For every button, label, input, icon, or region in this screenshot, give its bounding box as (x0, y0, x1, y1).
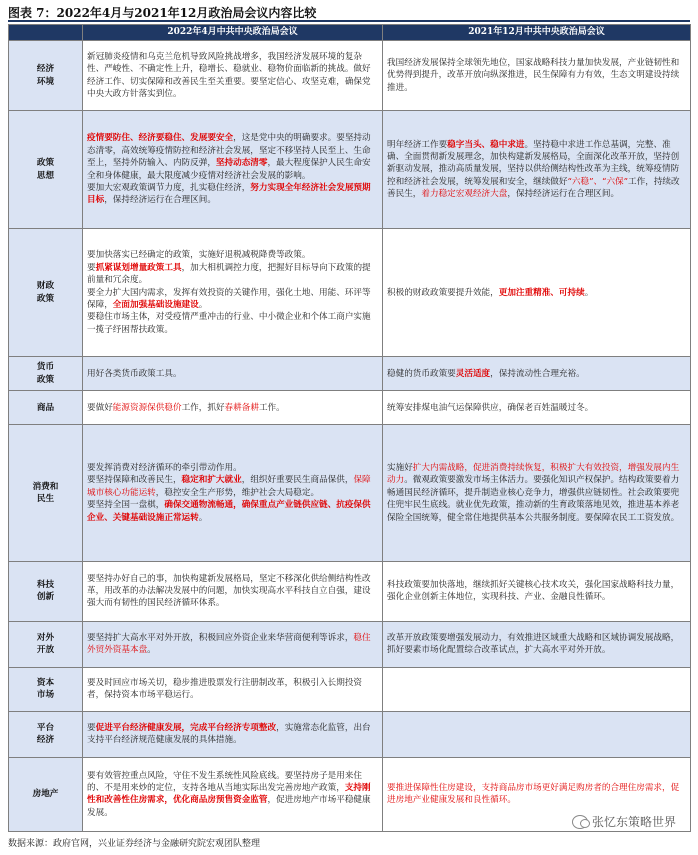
cell-paragraph (387, 57, 686, 94)
text-run: 要 (87, 262, 96, 273)
row-category: 商品 (9, 391, 83, 425)
text-run: 明年经济工作要 (387, 139, 448, 150)
text-run: 更加注重精准、可持续 (498, 287, 585, 298)
text-run: 。坚持稳中求进工作总基调，完整、准确、全面贯彻新发展理念，加快构建新发展格局，全面深化改革开放，坚持创新驱动发展，推动高质量发展，坚持以供给侧结构性改革为主线，统筹疫情防控和经济社会发展，统筹发展和安全，继续做好 (387, 139, 680, 187)
text-run: 我国经济发展保持全球领先地位，国家战略科技力量加快发展，产业链韧性和优势得到提升，改革开放向纵深推进，民生保障有力有效，生态文明建设持续推进。 (387, 57, 680, 93)
cell-apr-2022 (83, 391, 383, 425)
cell-dec-2021 (383, 561, 691, 621)
text-run: ，加大相机调控力度，把握好目标导向下政策的提前量和冗余度。 (87, 262, 371, 286)
table-row (9, 111, 691, 229)
cell-paragraph (87, 368, 378, 380)
text-run: 要及时回应市场关切，稳步推进股票发行注册制改革，积极引入长期投资者，保持资本市场平稳运行。 (87, 677, 363, 701)
row-category: 政策 思想 (9, 111, 83, 229)
table-row (9, 711, 691, 757)
watermark (572, 813, 676, 831)
text-run: 能源资源保供稳价 (112, 402, 182, 413)
cell-dec-2021 (383, 111, 691, 229)
cell-paragraph (87, 770, 378, 820)
cell-paragraph (387, 139, 686, 201)
text-run: ，保持流动性合理充裕。 (490, 368, 585, 379)
text-run: 改革开放政策要增强发展动力，有效推进区域重大战略和区域协调发展战略，抓好要素市场化配置综合改革试点，扩大高水平对外开放。 (387, 632, 680, 656)
comparison-table (8, 24, 691, 832)
text-run: 。 (147, 645, 156, 656)
table-row (9, 621, 691, 667)
cell-apr-2022 (83, 757, 383, 831)
cell-paragraph (387, 402, 686, 414)
cell-paragraph (387, 632, 686, 657)
row-category: 货币 政策 (9, 357, 83, 391)
cell-paragraph (87, 249, 378, 261)
text-run: 要加快落实已经确定的政策，实施好退税减税降费等政策。 (87, 250, 311, 261)
text-run: 工作，持续改善民生， (387, 176, 680, 200)
row-category: 财政 政策 (9, 229, 83, 357)
text-run: 要坚持办好自己的事，加快构建新发展格局，坚定不移深化供给侧结构性改革，用改革的办法解决发展中的问题，加快实现高水平科技自立自强，建设强大而有韧性的国民经济循环体系。 (87, 573, 371, 609)
text-run: 积极的财政政策要提升效能， (387, 287, 499, 298)
cell-apr-2022 (83, 667, 383, 711)
text-run: ，保持经济运行在合理区间。 (507, 189, 620, 200)
header-category (9, 25, 83, 41)
text-run: 要推进保障性住房建设，支持商品房市场更好满足购房者的合理住房需求，促进房地产业健康发展和良性循环。 (387, 783, 680, 806)
text-run: 要全力扩大国内需求，发挥有效投资的关键作用，强化土地、用能、环评等保障， (87, 287, 371, 310)
cell-paragraph (87, 262, 378, 287)
text-run: 要坚持扩大高水平对外开放，积极回应外资企业来华营商便利等诉求， (87, 632, 354, 643)
text-run: ，促进房地产市场平稳健康发展。 (87, 795, 371, 818)
text-run: 要 (87, 722, 96, 733)
cell-paragraph (387, 462, 686, 524)
text-run: 稳健的货币政策要 (387, 368, 456, 379)
text-run: 要做好 (87, 402, 113, 413)
cell-paragraph (387, 287, 686, 299)
text-run: 要稳住市场主体，对受疫情严重冲击的行业、中小微企业和个体工商户实施一揽子纾困帮扶政策。 (87, 312, 371, 335)
row-category: 平台 经济 (9, 711, 83, 757)
text-run: 保障城市核心功能运转 (87, 475, 371, 498)
cell-dec-2021 (383, 667, 691, 711)
text-run: ，这是党中央的明确要求。要坚持动态清零，高效统筹疫情防控和经济社会发展，坚定不移坚持人民至上、生命至上，坚持外防输入、内防反弹， (87, 133, 371, 169)
header-apr-2022: 2022年4月中共中央政治局会议 (83, 25, 383, 41)
text-run: 春耕备耕 (224, 402, 259, 413)
header-dec-2021: 2021年12月中共中央政治局会议 (383, 25, 691, 41)
text-run: 要坚持保障和改善民生， (87, 475, 182, 486)
text-run: 抓紧谋划增量政策工具 (95, 262, 182, 273)
cell-apr-2022 (83, 111, 383, 229)
text-run: 用好各类货币政策工具。 (87, 368, 182, 379)
text-run: 稳住外贸外资基本盘 (87, 632, 371, 656)
row-category: 经济 环境 (9, 41, 83, 111)
cell-apr-2022 (83, 357, 383, 391)
cell-apr-2022 (83, 41, 383, 111)
text-run: ，实施常态化监管，出台支持平台经济规范健康发展的具体措施。 (87, 722, 371, 746)
cell-paragraph (387, 368, 686, 380)
source-note: 数据来源：政府官网，兴业证券经济与金融研究院宏观团队整理 (8, 839, 261, 849)
text-run: 着力稳定宏观经济大盘 (421, 189, 508, 200)
text-run: 要发挥消费对经济循环的牵引带动作用。 (87, 463, 242, 473)
cell-paragraph (87, 474, 378, 499)
text-run: 。微观政策要激发市场主体活力。要强化知识产权保护。结构政策要着力畅通国民经济循环，提升制造业核心竞争力，增强供应链韧性。社会政策要兜住兜牢民生底线。就业优先政策，推动新的生育政策落地见效，推进基本养老保险全国统筹，健全常住地提供基本公共服务制度。要保障农民工工资发放。 (387, 475, 680, 523)
table-row (9, 667, 691, 711)
text-run: 支持刚性和改善性住房需求，优化商品房预售资金监管 (87, 783, 371, 806)
cell-paragraph (87, 632, 378, 657)
row-category: 对外 开放 (9, 621, 83, 667)
cell-apr-2022 (83, 711, 383, 757)
text-run: 统筹安排煤电油气运保障供应，确保老百姓温暖过冬。 (387, 402, 594, 413)
text-run: 要有效管控重点风险，守住不发生系统性风险底线。要坚持房子是用来住的、不是用来炒的定位，支持各地从当地实际出发完善房地产政策， (87, 770, 363, 793)
cell-paragraph (87, 573, 378, 610)
text-run: 疫情要防住、经济要稳住、发展要安全 (87, 133, 234, 144)
cell-apr-2022 (83, 229, 383, 357)
row-category: 资本 市场 (9, 667, 83, 711)
text-run: 扩大内需战略，促进消费持续恢复，积极扩大有效投资，增强发展内生动力 (387, 463, 680, 486)
text-run: 坚持动态清零 (215, 158, 268, 169)
table-row (9, 229, 691, 357)
cell-paragraph (87, 132, 378, 182)
cell-paragraph (87, 499, 378, 524)
figure-title: 图表 7：2022年4月与2021年12月政治局会议内容比较 (8, 4, 690, 22)
cell-paragraph (87, 51, 378, 101)
row-category: 房地产 (9, 757, 83, 831)
row-category: 消费和 民生 (9, 425, 83, 561)
text-run: 稳字当头、稳中求进 (447, 139, 525, 150)
text-run: 确保交通物流畅通，确保重点产业链供应链、抗疫保供企业、关键基础设施正常运转 (87, 500, 371, 523)
text-run: 全面加强基础设施建设 (112, 300, 199, 310)
text-run: 。 (198, 300, 208, 310)
cell-paragraph (87, 311, 378, 336)
table-row (9, 391, 691, 425)
cell-dec-2021 (383, 229, 691, 357)
cell-paragraph (87, 402, 378, 414)
text-run: 要坚持全国一盘棋， (87, 500, 165, 511)
text-run: 努力实现全年经济社会发展预期目标 (87, 183, 371, 206)
cell-dec-2021 (383, 357, 691, 391)
table-header-row (9, 25, 691, 41)
cell-dec-2021 (383, 621, 691, 667)
text-run: “六稳”、“六保” (567, 176, 629, 187)
cell-apr-2022 (83, 621, 383, 667)
wechat-icon (572, 815, 588, 829)
table-row (9, 425, 691, 561)
cell-paragraph (387, 579, 686, 604)
text-run: 要加大宏观政策调节力度，扎实稳住经济， (87, 183, 251, 194)
table-row (9, 561, 691, 621)
cell-paragraph (87, 722, 378, 747)
text-run: 。 (198, 512, 208, 523)
text-run: ，保持经济运行在合理区间。 (104, 195, 216, 206)
row-category: 科技 创新 (9, 561, 83, 621)
cell-dec-2021 (383, 711, 691, 757)
cell-paragraph (387, 782, 686, 807)
text-run: ，稳控安全生产形势，维护社会大局稳定。 (155, 487, 320, 498)
text-run: 实施好 (387, 463, 413, 473)
cell-paragraph (87, 462, 378, 474)
cell-paragraph (87, 287, 378, 312)
text-run: 工作。 (258, 402, 285, 413)
text-run: 新冠肺炎疫情和乌克兰危机导致风险挑战增多，我国经济发展环境的复杂性、严峻性、不确定性上升，稳增长、稳就业、稳物价面临新的挑战。做好经济工作、切实保障和改善民生至关重要。要坚定信心、攻坚克难，确保党中央大政方针落实到位。 (87, 51, 371, 99)
cell-apr-2022 (83, 561, 383, 621)
cell-paragraph (87, 182, 378, 207)
cell-dec-2021 (383, 425, 691, 561)
text-run: 促进平台经济健康发展，完成平台经济专项整改 (95, 722, 277, 733)
text-run: 科技政策要加快落地，继续抓好关键核心技术攻关，强化国家战略科技力量，强化企业创新主体地位，实现科技、产业、金融良性循环。 (387, 579, 680, 603)
text-run: 工作，抓好 (181, 402, 225, 413)
cell-dec-2021 (383, 41, 691, 111)
table-row (9, 357, 691, 391)
cell-dec-2021 (383, 391, 691, 425)
text-run: 灵活适度 (455, 368, 491, 379)
watermark-text: 张忆东策略世界 (591, 815, 676, 829)
cell-paragraph (87, 677, 378, 702)
text-run: ，最大程度保护人民生命安全和身体健康，最大限度减少疫情对经济社会发展的影响。 (87, 158, 371, 181)
text-run: ，组织好重要民生商品保供， (241, 475, 354, 486)
text-run: 稳定和扩大就业 (181, 475, 242, 486)
text-run: 。 (584, 287, 594, 298)
table-row (9, 41, 691, 111)
cell-apr-2022 (83, 425, 383, 561)
